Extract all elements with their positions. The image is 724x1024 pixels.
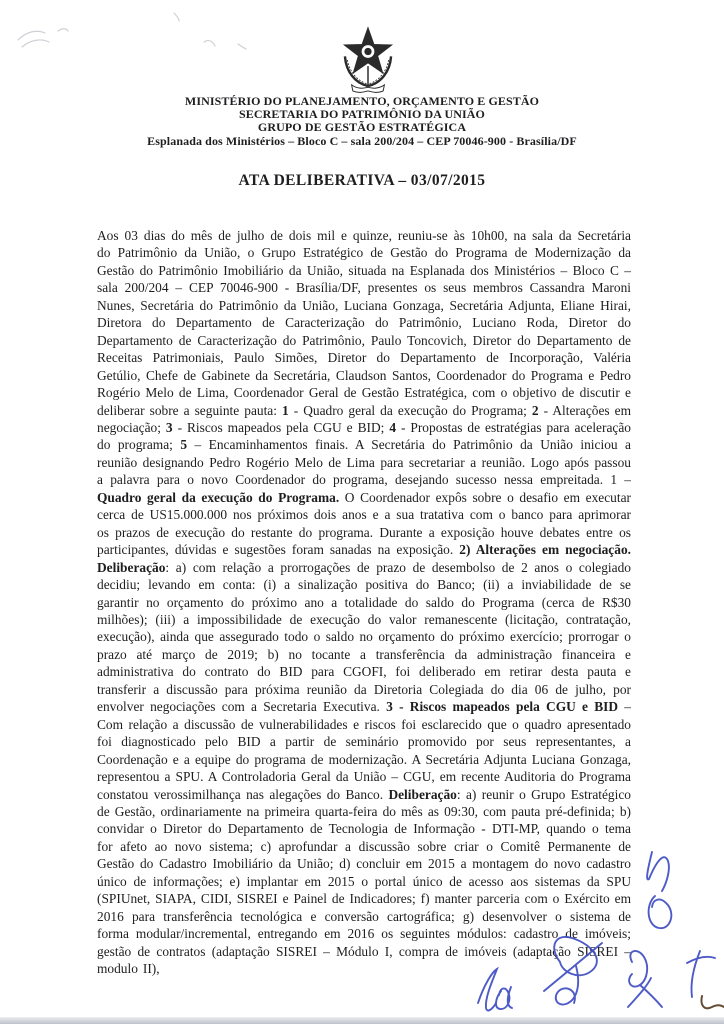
scan-edge (0, 1017, 724, 1024)
letterhead (0, 95, 724, 148)
org-name-line2: SECRETARIA DO PATRIMÔNIO DA UNIÃO (239, 107, 485, 122)
body-bold-run: 2) Alterações em negociação. Deliberação (97, 542, 631, 575)
body-text-run: : a) reunir o Grupo Estratégico de Gestão, ordinariamente na primeira quarta-feira do mês as 09:30, com pauta pré-definida; b) convidar o Diretor do Departamento de Tecnologia de Informação - DTI-MP, quando o tema for afeto ao novo sistema; c) aprofundar a discussão sobre criar o Comitê Permanente de Gestão do Cadastro Imobiliário da União; d) concluir em 2015 a montagem do novo cadastro único de informações; e) implantar em 2015 o portal único de acesso aos sistemas da SPU (SPIUnet, SIAPA, CIDI, SISREI e Painel de Indicadores; f) manter parceria com o Exército em 2016 para transferência tecnológica e conversão cartográfica; g) desenvolver o sistema de forma modular/incremental, entregando em 2016 os seguintes módulos: cadastro de imóveis; gestão de contratos (adaptação SISREI – Módulo I, compra de imóveis (adaptação SISREI – modulo II), (97, 786, 631, 977)
body-bold-run: 3 (165, 419, 173, 435)
document-title: ATA DELIBERATIVA – 03/07/2015 (238, 172, 486, 189)
body-text-run: : a) com relação a prorrogações de prazo de desembolso de 2 anos o colegiado decidiu; levando em conta: (i) a sinalização positiva do Banco; (ii) a inviabilidade de se garantir no orçamento do próximo ano a totalidade do saldo do Programa (cerca de R$30 milhões); (iii) a impossibilidade de execução do valor remanescente (licitação, contratação, execução), ainda que assegurado todo o saldo no orçamento do próximo exercício; prorrogar o prazo até março de 2019; b) no tocante a transferência da administração financeira e administrativa do contrato do BID para CGOFI, foi deliberado em retirar desta pauta e transferir a discussão para próxima reunião da Diretoria Colegiada do dia 06 de julho, por envolver negociações com a Secretaria Executiva. (97, 559, 631, 715)
body-text-run: - Quadro geral da execução do Programa; (288, 402, 532, 418)
body-paragraph (97, 227, 631, 977)
body-text-run: – Com relação a discussão de vulnerabilidades e riscos foi esclarecido que o quadro apresentado foi diagnosticado pelo BID a partir de seminário promovido por seus representantes, a Coordenação e a equipe do programa de modernização. A Secretária Adjunta Luciana Gonzaga, representou a SPU. A Controladoria Geral da União – CGU, em recente Auditoria do Programa constatou verossimilhança nas alegações do Banco. (97, 699, 631, 802)
org-name-line1: MINISTÉRIO DO PLANEJAMENTO, ORÇAMENTO E GESTÃO (184, 94, 540, 108)
brazil-coat-of-arms-icon (336, 26, 400, 94)
body-text-run: Aos 03 dias do mês de julho de dois mil e quinze, reuniu-se às 10h00, na sala da Secretária do Patrimônio da União, o Grupo Estratégico de Gestão do Programa de Modernização da Gestão do Patrimônio Imobiliário da União, situada na Esplanada dos Ministérios – Bloco C – sala 200/204 – CEP 70046-900 - Brasília/DF, presentes os seus membros Cassandra Maroni Nunes, Secretária do Patrimônio da União, Luciana Gonzaga, Secretária Adjunta, Eliane Hirai, Diretora do Departamento de Caracterização do Patrimônio, Luciano Roda, Diretor do Departamento de Caracterização do Patrimônio, Paulo Toncovich, Diretor do Departamento de Receitas Patrimoniais, Paulo Simões, Diretor do Departamento de Incorporação, Valéria Getúlio, Chefe de Gabinete da Secretária, Claudson Santos, Coordenador do Programa e Pedro Rogério Melo de Lima, Coordenador Geral de Gestão Estratégica, com o objetivo de discutir e deliberar sobre a seguinte pauta: (97, 228, 631, 418)
body-text-run: - Propostas de estratégias para aceleração do programa; (97, 419, 631, 453)
body-text-run: - Riscos mapeados pela CGU e BID; (172, 419, 390, 435)
body-bold-run: 5 (180, 437, 188, 453)
body-bold-run: 2 (531, 402, 539, 418)
body-bold-run: Quadro geral da execução do Programa. (97, 489, 340, 505)
body-bold-run: Deliberação (388, 786, 457, 802)
org-address: Esplanada dos Ministérios – Bloco C – sala 200/204 – CEP 70046-900 - Brasília/DF (147, 133, 577, 148)
body-bold-run: 1 (282, 402, 289, 418)
org-name-line3: GRUPO DE GESTÃO ESTRATÉGICA (257, 120, 467, 135)
body-bold-run: 3 - Riscos mapeados pela CGU e BID (386, 699, 619, 715)
body-text-run: O Coordenador expôs sobre o desafio em executar cerca de US15.000.000 nos próximos dois anos e a sua tratativa com o banco para aprimorar os prazos de execução do restante do programa. Durante a exposição houve debates entre os participantes, dúvidas e sugestões foram sanadas na exposição. (97, 489, 631, 558)
body-text-run: – Encaminhamentos finais. A Secretária do Patrimônio da União iniciou a reunião designando Pedro Rogério Melo de Lima para secretariar a reunião. Logo após passou a palavra para o novo Coordenador do programa, desejando sucesso nessa empreitada. 1 – (97, 437, 631, 488)
body-text-run: - Alterações em negociação; (97, 402, 631, 435)
body-bold-run: 4 (389, 419, 397, 435)
